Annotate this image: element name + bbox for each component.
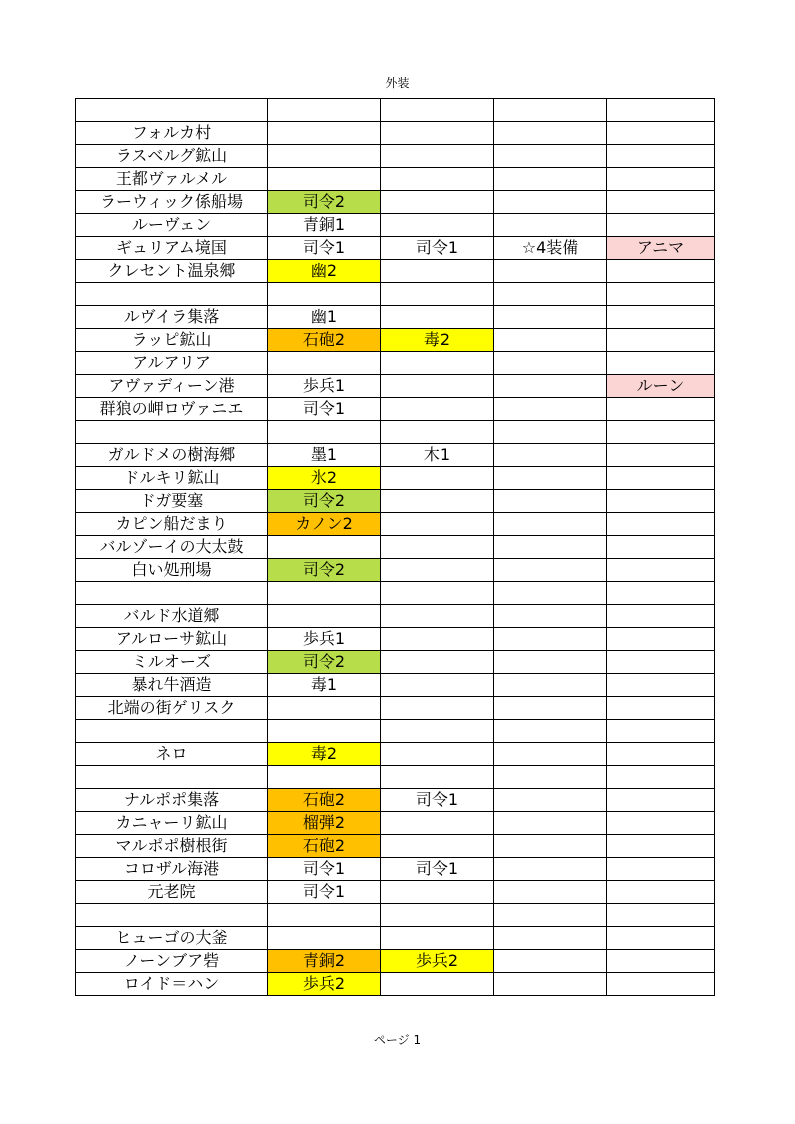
item-cell-2	[381, 881, 494, 904]
item-cell-4	[607, 490, 715, 513]
item-cell-3	[494, 283, 607, 306]
item-cell-1	[268, 720, 381, 743]
table-row	[76, 858, 715, 881]
item-cell-2	[381, 513, 494, 536]
item-cell-4	[607, 743, 715, 766]
item-cell-3	[494, 375, 607, 398]
table-row	[76, 766, 715, 789]
table-row	[76, 191, 715, 214]
table-row	[76, 904, 715, 927]
item-cell-3	[494, 168, 607, 191]
item-cell-2	[381, 168, 494, 191]
item-cell-4	[607, 628, 715, 651]
item-cell-4	[607, 697, 715, 720]
item-cell-2: 司令1	[381, 789, 494, 812]
item-cell-1: 司令1	[268, 858, 381, 881]
item-cell-1	[268, 927, 381, 950]
table-row	[76, 444, 715, 467]
item-cell-4	[607, 145, 715, 168]
location-cell	[76, 421, 268, 444]
item-cell-1: 榴弾2	[268, 812, 381, 835]
item-cell-2	[381, 260, 494, 283]
location-cell: ギュリアム境国	[76, 237, 268, 260]
item-cell-2	[381, 651, 494, 674]
item-cell-2	[381, 352, 494, 375]
item-cell-2	[381, 467, 494, 490]
location-cell: アルアリア	[76, 352, 268, 375]
item-cell-4	[607, 306, 715, 329]
table-row	[76, 398, 715, 421]
item-cell-4	[607, 444, 715, 467]
item-cell-4: ルーン	[607, 375, 715, 398]
table-row	[76, 490, 715, 513]
item-cell-3	[494, 214, 607, 237]
table-row	[76, 145, 715, 168]
item-cell-4	[607, 513, 715, 536]
item-cell-3	[494, 605, 607, 628]
item-cell-1: 司令2	[268, 191, 381, 214]
location-cell: ネロ	[76, 743, 268, 766]
location-cell: ルヴイラ集落	[76, 306, 268, 329]
table-row	[76, 329, 715, 352]
item-cell-1: 墨1	[268, 444, 381, 467]
item-cell-2	[381, 122, 494, 145]
item-cell-3	[494, 329, 607, 352]
item-cell-3	[494, 789, 607, 812]
item-cell-3	[494, 260, 607, 283]
page-footer: ページ 1	[373, 1033, 422, 1047]
item-cell-1: 青銅1	[268, 214, 381, 237]
location-cell: ラスベルグ鉱山	[76, 145, 268, 168]
item-cell-4	[607, 168, 715, 191]
item-cell-2	[381, 99, 494, 122]
item-cell-2	[381, 973, 494, 996]
item-cell-3	[494, 513, 607, 536]
item-cell-4	[607, 536, 715, 559]
item-cell-1: 歩兵1	[268, 628, 381, 651]
item-cell-1	[268, 145, 381, 168]
item-cell-1: 司令2	[268, 651, 381, 674]
item-cell-1	[268, 421, 381, 444]
item-cell-2	[381, 559, 494, 582]
table-row	[76, 789, 715, 812]
item-cell-3: ☆4装備	[494, 237, 607, 260]
item-cell-4	[607, 812, 715, 835]
item-cell-3	[494, 812, 607, 835]
item-cell-3	[494, 835, 607, 858]
item-cell-2	[381, 743, 494, 766]
item-cell-1: 石砲2	[268, 835, 381, 858]
table-row	[76, 237, 715, 260]
item-cell-2	[381, 582, 494, 605]
item-cell-4	[607, 674, 715, 697]
table-row	[76, 973, 715, 996]
item-cell-2	[381, 605, 494, 628]
item-cell-2	[381, 628, 494, 651]
item-cell-3	[494, 858, 607, 881]
item-cell-3	[494, 950, 607, 973]
item-cell-1: 氷2	[268, 467, 381, 490]
item-cell-1: 毒1	[268, 674, 381, 697]
item-cell-1	[268, 168, 381, 191]
item-cell-2: 木1	[381, 444, 494, 467]
location-cell	[76, 720, 268, 743]
item-cell-4	[607, 214, 715, 237]
item-cell-2	[381, 191, 494, 214]
item-cell-4	[607, 835, 715, 858]
item-cell-3	[494, 559, 607, 582]
item-cell-2	[381, 145, 494, 168]
item-cell-3	[494, 904, 607, 927]
item-cell-2: 毒2	[381, 329, 494, 352]
item-cell-1: 石砲2	[268, 789, 381, 812]
item-cell-1: 幽1	[268, 306, 381, 329]
location-cell: ナルポポ集落	[76, 789, 268, 812]
table-row	[76, 720, 715, 743]
table-row	[76, 168, 715, 191]
table-row	[76, 283, 715, 306]
item-cell-2	[381, 720, 494, 743]
table-row	[76, 628, 715, 651]
item-cell-1: 幽2	[268, 260, 381, 283]
location-cell: カニャーリ鉱山	[76, 812, 268, 835]
item-cell-1	[268, 536, 381, 559]
location-cell	[76, 283, 268, 306]
item-cell-2	[381, 812, 494, 835]
location-cell: ロイド＝ハン	[76, 973, 268, 996]
table-row	[76, 674, 715, 697]
item-cell-4	[607, 904, 715, 927]
item-cell-4	[607, 283, 715, 306]
table-row	[76, 99, 715, 122]
item-cell-4: アニマ	[607, 237, 715, 260]
item-cell-2	[381, 766, 494, 789]
item-cell-1: 司令1	[268, 881, 381, 904]
item-cell-3	[494, 697, 607, 720]
item-cell-4	[607, 398, 715, 421]
item-cell-3	[494, 352, 607, 375]
item-cell-1: 青銅2	[268, 950, 381, 973]
item-cell-2	[381, 697, 494, 720]
item-cell-1	[268, 697, 381, 720]
item-cell-2	[381, 904, 494, 927]
item-cell-4	[607, 559, 715, 582]
location-cell: クレセント温泉郷	[76, 260, 268, 283]
location-cell: ラッピ鉱山	[76, 329, 268, 352]
table-row	[76, 513, 715, 536]
item-cell-4	[607, 651, 715, 674]
item-cell-1	[268, 122, 381, 145]
item-cell-1: 司令2	[268, 490, 381, 513]
item-cell-3	[494, 651, 607, 674]
item-cell-4	[607, 605, 715, 628]
item-cell-4	[607, 720, 715, 743]
item-cell-3	[494, 720, 607, 743]
table-row	[76, 421, 715, 444]
table-row	[76, 950, 715, 973]
item-cell-4	[607, 329, 715, 352]
location-cell	[76, 766, 268, 789]
location-cell: ガルドメの樹海郷	[76, 444, 268, 467]
item-cell-2	[381, 674, 494, 697]
item-cell-3	[494, 467, 607, 490]
spreadsheet-table	[75, 98, 715, 996]
location-cell: バルド水道郷	[76, 605, 268, 628]
item-cell-4	[607, 881, 715, 904]
item-cell-3	[494, 99, 607, 122]
item-cell-4	[607, 260, 715, 283]
location-cell: フォルカ村	[76, 122, 268, 145]
location-cell: 元老院	[76, 881, 268, 904]
table-row	[76, 352, 715, 375]
location-cell: 白い処刑場	[76, 559, 268, 582]
item-cell-4	[607, 582, 715, 605]
location-cell	[76, 99, 268, 122]
table-row	[76, 375, 715, 398]
location-cell	[76, 582, 268, 605]
item-cell-1	[268, 582, 381, 605]
table-row	[76, 306, 715, 329]
table-row	[76, 260, 715, 283]
item-cell-1	[268, 283, 381, 306]
location-cell: 王都ヴァルメル	[76, 168, 268, 191]
location-cell: アルローサ鉱山	[76, 628, 268, 651]
table-row	[76, 651, 715, 674]
table-row	[76, 927, 715, 950]
item-cell-3	[494, 628, 607, 651]
item-cell-3	[494, 582, 607, 605]
location-cell	[76, 904, 268, 927]
item-cell-3	[494, 421, 607, 444]
table-row	[76, 605, 715, 628]
table-row	[76, 743, 715, 766]
table-row	[76, 559, 715, 582]
item-cell-1: 歩兵1	[268, 375, 381, 398]
location-cell: 暴れ牛酒造	[76, 674, 268, 697]
table-row	[76, 214, 715, 237]
table-row	[76, 536, 715, 559]
item-cell-3	[494, 743, 607, 766]
item-cell-4	[607, 973, 715, 996]
item-cell-1: 司令2	[268, 559, 381, 582]
table-row	[76, 467, 715, 490]
item-cell-2	[381, 283, 494, 306]
location-cell: ドガ要塞	[76, 490, 268, 513]
item-cell-1: 司令1	[268, 398, 381, 421]
item-cell-2: 司令1	[381, 237, 494, 260]
item-cell-1: 歩兵2	[268, 973, 381, 996]
location-cell: バルゾーイの大太鼓	[76, 536, 268, 559]
item-cell-1	[268, 352, 381, 375]
item-cell-3	[494, 444, 607, 467]
item-cell-2	[381, 375, 494, 398]
item-cell-1: 毒2	[268, 743, 381, 766]
item-cell-2	[381, 214, 494, 237]
location-cell: 群狼の岬ロヴァニエ	[76, 398, 268, 421]
location-cell: コロザル海港	[76, 858, 268, 881]
item-cell-4	[607, 950, 715, 973]
location-cell: ラーウィック係船場	[76, 191, 268, 214]
table-row	[76, 582, 715, 605]
item-cell-4	[607, 99, 715, 122]
location-cell: ドルキリ鉱山	[76, 467, 268, 490]
item-cell-1	[268, 605, 381, 628]
item-cell-1	[268, 99, 381, 122]
table-row	[76, 812, 715, 835]
item-cell-3	[494, 398, 607, 421]
page-header: 外装	[385, 76, 410, 90]
location-cell: ミルオーズ	[76, 651, 268, 674]
item-cell-2	[381, 398, 494, 421]
location-cell: マルポポ樹根街	[76, 835, 268, 858]
location-cell: アヴァディーン港	[76, 375, 268, 398]
item-cell-3	[494, 306, 607, 329]
item-cell-3	[494, 536, 607, 559]
location-cell: ヒューゴの大釜	[76, 927, 268, 950]
item-cell-3	[494, 927, 607, 950]
item-cell-4	[607, 352, 715, 375]
item-cell-4	[607, 421, 715, 444]
item-cell-3	[494, 881, 607, 904]
item-cell-2	[381, 490, 494, 513]
table-row	[76, 881, 715, 904]
table-row	[76, 835, 715, 858]
table-row	[76, 122, 715, 145]
item-cell-3	[494, 122, 607, 145]
location-cell: 北端の街ゲリスク	[76, 697, 268, 720]
item-cell-2: 歩兵2	[381, 950, 494, 973]
item-cell-2	[381, 536, 494, 559]
item-cell-1	[268, 766, 381, 789]
item-cell-4	[607, 766, 715, 789]
item-cell-4	[607, 927, 715, 950]
item-cell-3	[494, 145, 607, 168]
item-cell-2	[381, 421, 494, 444]
item-cell-2	[381, 306, 494, 329]
item-cell-4	[607, 858, 715, 881]
item-cell-3	[494, 191, 607, 214]
item-cell-3	[494, 674, 607, 697]
item-cell-2	[381, 835, 494, 858]
item-cell-4	[607, 467, 715, 490]
item-cell-1	[268, 904, 381, 927]
location-cell: カピン船だまり	[76, 513, 268, 536]
location-cell: ルーヴェン	[76, 214, 268, 237]
item-cell-3	[494, 490, 607, 513]
item-cell-2	[381, 927, 494, 950]
item-cell-1: カノン2	[268, 513, 381, 536]
item-cell-4	[607, 122, 715, 145]
item-cell-4	[607, 789, 715, 812]
location-cell: ノーンブア砦	[76, 950, 268, 973]
item-cell-3	[494, 766, 607, 789]
item-cell-4	[607, 191, 715, 214]
item-cell-3	[494, 973, 607, 996]
table-row	[76, 697, 715, 720]
item-cell-1: 石砲2	[268, 329, 381, 352]
item-cell-2: 司令1	[381, 858, 494, 881]
item-cell-1: 司令1	[268, 237, 381, 260]
